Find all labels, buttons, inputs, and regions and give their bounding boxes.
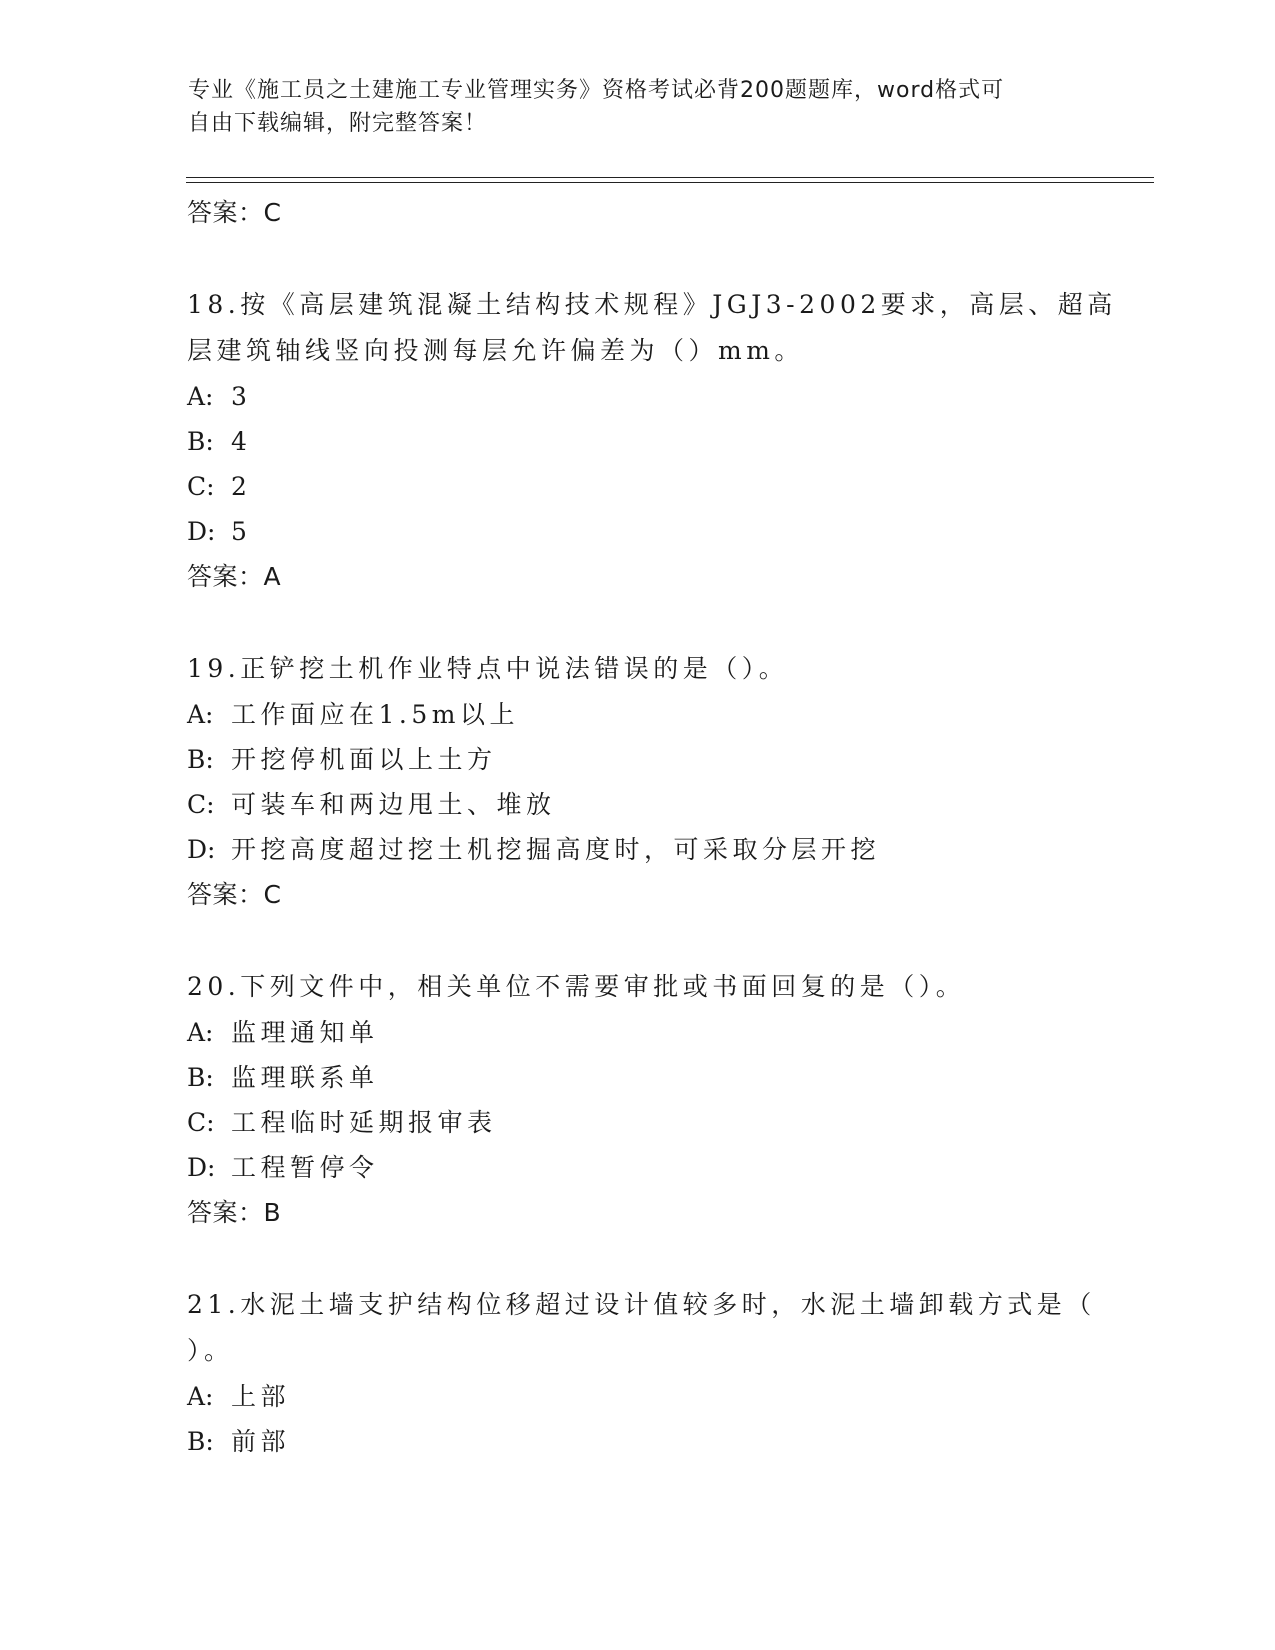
option-text: 工作面应在1.5m以上 <box>231 700 519 729</box>
option-a <box>187 692 1087 737</box>
option-b <box>187 1419 1087 1464</box>
question-20 <box>187 964 1087 1236</box>
option-a <box>187 1374 1087 1419</box>
answer-18: 答案：A <box>187 562 282 591</box>
question-text-line: 19.正铲挖土机作业特点中说法错误的是（）。 <box>187 654 789 683</box>
spacer <box>187 1236 1087 1282</box>
option-label: D: <box>187 517 216 546</box>
option-label: B: <box>187 745 214 774</box>
question-text-line: 20.下列文件中，相关单位不需要审批或书面回复的是（）。 <box>187 972 966 1001</box>
option-c <box>187 782 1087 827</box>
option-a <box>187 374 1087 419</box>
header-divider-top <box>186 177 1154 178</box>
spacer <box>187 236 1087 282</box>
option-label: B: <box>187 1427 214 1456</box>
question-19 <box>187 646 1087 918</box>
option-text: 3 <box>231 382 252 411</box>
option-c <box>187 464 1087 509</box>
spacer <box>187 600 1087 646</box>
header-line-1: 专业《施工员之土建施工专业管理实务》资格考试必背200题题库，word格式可 <box>188 78 1005 103</box>
question-18 <box>187 282 1117 600</box>
option-label: C: <box>187 472 215 501</box>
option-b <box>187 1055 1087 1100</box>
option-text: 4 <box>231 427 252 456</box>
document-body <box>187 190 1117 1464</box>
question-21 <box>187 1282 1096 1464</box>
option-d <box>187 827 1087 872</box>
option-d <box>187 1145 1087 1190</box>
option-label: A: <box>187 382 214 411</box>
option-b <box>187 419 1087 464</box>
option-text: 5 <box>231 517 252 546</box>
option-d <box>187 509 1087 554</box>
answer-20: 答案：B <box>187 1198 282 1227</box>
option-text: 工程暂停令 <box>231 1153 379 1182</box>
answer-17: 答案：C <box>187 198 282 227</box>
option-text: 监理联系单 <box>231 1063 379 1092</box>
spacer <box>187 918 1087 964</box>
option-label: D: <box>187 1153 216 1182</box>
option-b <box>187 737 1087 782</box>
header-line-2: 自由下载编辑，附完整答案！ <box>188 111 488 136</box>
answer-19: 答案：C <box>187 880 282 909</box>
option-text: 可装车和两边甩土、堆放 <box>231 790 556 819</box>
option-label: B: <box>187 427 214 456</box>
option-text: 2 <box>231 472 252 501</box>
header-divider-bottom <box>186 182 1154 183</box>
option-text: 工程临时延期报审表 <box>231 1108 497 1137</box>
question-text-line: 21.水泥土墙支护结构位移超过设计值较多时，水泥土墙卸载方式是（ <box>187 1290 1096 1319</box>
option-c <box>187 1100 1087 1145</box>
option-text: 上部 <box>231 1382 291 1411</box>
option-label: C: <box>187 790 215 819</box>
option-text: 监理通知单 <box>231 1018 379 1047</box>
question-text-line: 18.按《高层建筑混凝土结构技术规程》JGJ3-2002要求，高层、超高 <box>187 290 1117 319</box>
option-text: 开挖高度超过挖土机挖掘高度时，可采取分层开挖 <box>231 835 881 864</box>
question-text-line: ）。 <box>187 1336 234 1365</box>
question-text-line: 层建筑轴线竖向投测每层允许偏差为（）mm。 <box>187 336 804 365</box>
option-text: 开挖停机面以上土方 <box>231 745 497 774</box>
option-text: 前部 <box>231 1427 291 1456</box>
option-label: A: <box>187 1018 214 1047</box>
option-label: C: <box>187 1108 215 1137</box>
option-label: B: <box>187 1063 214 1092</box>
option-label: A: <box>187 700 214 729</box>
document-header <box>188 74 1088 140</box>
option-a <box>187 1010 1087 1055</box>
option-label: A: <box>187 1382 214 1411</box>
option-label: D: <box>187 835 216 864</box>
